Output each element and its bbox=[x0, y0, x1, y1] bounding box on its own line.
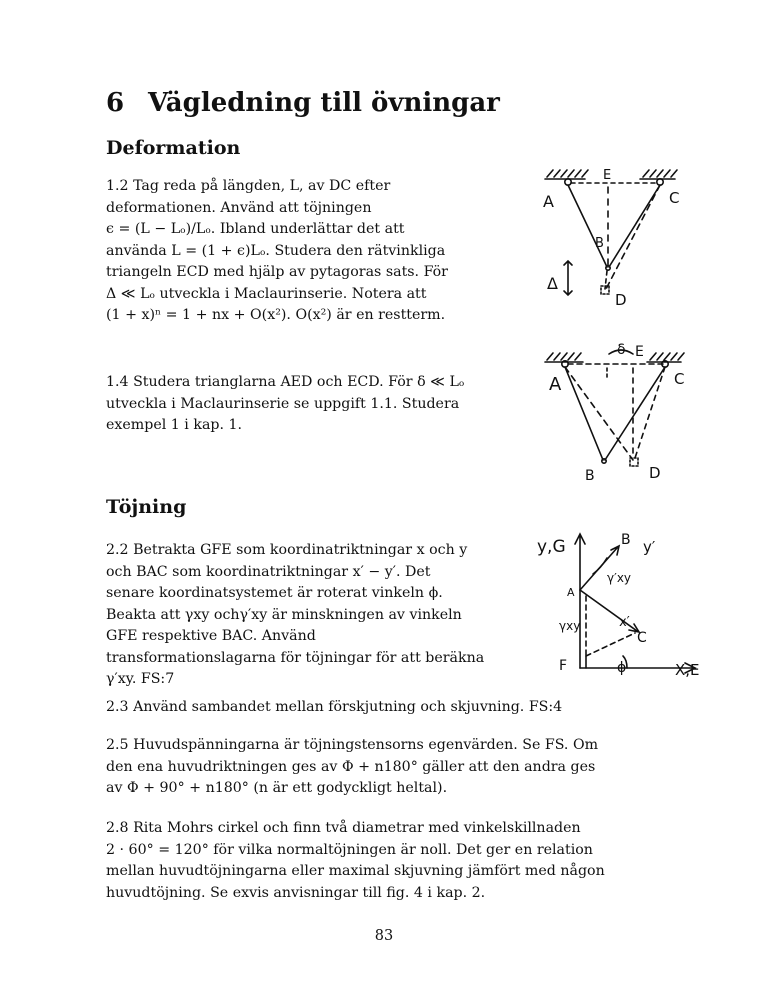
dashed-line bbox=[635, 367, 665, 458]
hatch bbox=[547, 170, 588, 177]
text-line: 2.8 Rita Mohrs cirkel och finn två diametrar med vinkelskillnaden bbox=[106, 820, 581, 836]
paragraph-2-5 bbox=[106, 735, 598, 800]
bar-cb bbox=[605, 367, 665, 460]
hatch bbox=[547, 353, 581, 360]
point-b bbox=[606, 266, 610, 270]
text-line: mellan huvudtöjningarna eller maximal skjuvning jämfört med någon bbox=[106, 863, 605, 879]
bar-ab bbox=[568, 185, 607, 267]
section-title-deformation: Deformation bbox=[106, 137, 241, 159]
text-line: ϵ = (L − Lₒ)/Lₒ. Ibland underlättar det att bbox=[106, 221, 405, 237]
text-line: 2.3 Använd sambandet mellan förskjutning och skjuvning. FS:4 bbox=[106, 699, 563, 715]
label-b: B bbox=[585, 468, 595, 484]
text-line: triangeln ECD med hjälp av pytagoras sats. För bbox=[106, 264, 448, 280]
text-line: 2.5 Huvudspänningarna är töjningstensorns egenvärden. Se FS. Om bbox=[106, 737, 599, 753]
hatch bbox=[650, 353, 684, 360]
text-line: GFE respektive BAC. Använd bbox=[106, 628, 316, 644]
paragraph-1-2 bbox=[106, 176, 448, 327]
label-delta: Δ bbox=[547, 274, 558, 293]
text-line: 2 · 60° = 120° för vilka normaltöjningen är noll. Det ger en relation bbox=[106, 841, 593, 858]
bar-ab bbox=[565, 367, 603, 460]
text-line: transformationslagarna för töjningar för att beräkna bbox=[106, 649, 485, 666]
label-f: F bbox=[559, 658, 568, 674]
label-a: A bbox=[567, 586, 575, 599]
text-line: 1.4 Studera trianglarna AED och ECD. För δ ≪ Lₒ bbox=[106, 374, 465, 390]
text-line: använda L = (1 + ϵ)Lₒ. Studera den rätvinkliga bbox=[106, 242, 446, 259]
label-xe: X,E bbox=[675, 661, 700, 679]
text-line: och BAC som koordinatriktningar x′ − y′. Det bbox=[106, 563, 431, 580]
label-c: C bbox=[674, 370, 685, 388]
label-a: A bbox=[549, 374, 562, 395]
dashed-line bbox=[565, 367, 633, 460]
chapter-number: 6 bbox=[106, 88, 125, 118]
text-line: Δ ≪ Lₒ utveckla i Maclaurinserie. Notera att bbox=[106, 285, 427, 302]
figure-1-4 bbox=[535, 340, 705, 490]
text-line: exempel 1 i kap. 1. bbox=[106, 417, 243, 433]
label-e: E bbox=[603, 168, 612, 183]
figure-2-2 bbox=[533, 522, 713, 682]
label-xprime: x′ bbox=[619, 615, 630, 630]
label-phi: ϕ bbox=[617, 660, 627, 676]
chapter-heading bbox=[106, 88, 500, 118]
dashed-line bbox=[586, 633, 635, 656]
text-line: deformationen. Använd att töjningen bbox=[106, 199, 372, 216]
label-gamma: γxy bbox=[559, 619, 581, 633]
paragraph-2-8 bbox=[106, 818, 605, 904]
text-line: (1 + x)ⁿ = 1 + nx + O(x²). O(x²) är en restterm. bbox=[106, 307, 446, 323]
text-line: Beakta att γxy ochγ′xy är minskningen av vinkeln bbox=[106, 606, 462, 623]
point-b bbox=[602, 459, 606, 463]
point-d bbox=[630, 458, 638, 466]
label-a: A bbox=[543, 192, 554, 211]
label-b: B bbox=[621, 532, 631, 548]
label-c: C bbox=[669, 189, 680, 207]
text-line: utveckla i Maclaurinserie se uppgift 1.1. Studera bbox=[106, 395, 460, 412]
text-line: γ′xy. FS:7 bbox=[106, 671, 175, 687]
text-line: av Φ + 90° + n180° (n är ett godyckligt heltal). bbox=[106, 780, 448, 796]
label-e: E bbox=[635, 344, 644, 360]
dashed-line bbox=[606, 185, 660, 289]
text-line: 1.2 Tag reda på längden, L, av DC efter bbox=[106, 178, 391, 194]
label-delta: δ bbox=[617, 342, 626, 358]
y-axis bbox=[575, 534, 585, 668]
paragraph-1-4 bbox=[106, 372, 464, 437]
label-d: D bbox=[649, 464, 661, 482]
text-line: 2.2 Betrakta GFE som koordinatriktningar x och y bbox=[106, 542, 468, 558]
paragraph-2-3 bbox=[106, 697, 562, 719]
delta-arrow bbox=[564, 261, 572, 295]
axis-xprime bbox=[580, 590, 639, 632]
text-line: senare koordinatsystemet är roterat vinkeln ϕ. bbox=[106, 585, 443, 601]
label-d: D bbox=[615, 291, 627, 309]
label-b: B bbox=[595, 236, 604, 251]
section-title-tojning: Töjning bbox=[106, 496, 187, 518]
figure-1-2 bbox=[535, 165, 695, 320]
chapter-title: Vägledning till övningar bbox=[148, 88, 500, 118]
label-gamma-prime: γ′xy bbox=[607, 571, 632, 585]
hatch bbox=[643, 170, 677, 177]
label-yg: y,G bbox=[537, 537, 566, 557]
page-number: 83 bbox=[374, 928, 394, 944]
bar-cb bbox=[609, 185, 660, 267]
angle-arc bbox=[593, 558, 607, 574]
paragraph-2-2 bbox=[106, 540, 484, 691]
text-line: huvudtöjning. Se exvis anvisningar till fig. 4 i kap. 2. bbox=[106, 884, 486, 901]
text-line: den ena huvudriktningen ges av Φ + n180° gäller att den andra ges bbox=[106, 758, 596, 775]
label-c: C bbox=[637, 630, 647, 646]
label-yprime: y′ bbox=[643, 538, 656, 556]
